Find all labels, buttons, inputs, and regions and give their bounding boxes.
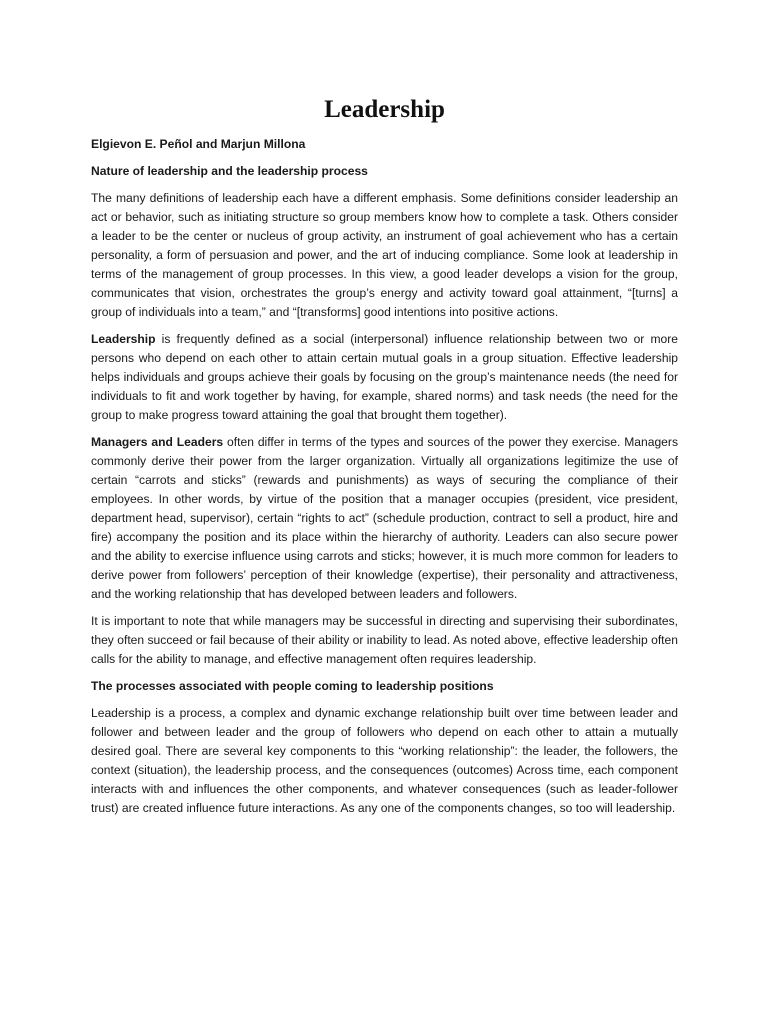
paragraph-lead-term: Leadership [91, 332, 156, 346]
section-heading-processes: The processes associated with people coming to leadership positions [91, 679, 494, 693]
section-heading-nature: Nature of leadership and the leadership process [91, 164, 368, 178]
document-body [91, 92, 678, 826]
paragraph-lead-term: Managers and Leaders [91, 435, 224, 449]
paragraph-leadership-definition [91, 330, 678, 425]
paragraph-importance: It is important to note that while managers may be successful in directing and supervising their subordinates, they often succeed or fail because of their ability or inability to lead. As noted above, effective leadership often calls for the ability to manage, and effective management often requires leadership. [91, 614, 678, 666]
document-title: Leadership [324, 96, 445, 123]
paragraph-definitions: The many definitions of leadership each have a different emphasis. Some definitions consider leadership an act or behavior, such as initiating structure so group members know how to complete a task. Others consider a leader to be the center or nucleus of group activity, an instrument of goal achievement who has a certain personality, a form of persuasion and power, and the art of inducing compliance. Some look at leadership in terms of the management of group processes. In this view, a good leader develops a vision for the group, communicates that vision, orchestrates the group’s energy and activity toward goal attainment, “[turns] a group of individuals into a team,” and “[transforms] good intentions into positive actions. [91, 191, 678, 319]
paragraph-managers-leaders [91, 433, 678, 604]
authors-line: Elgievon E. Peñol and Marjun Millona [91, 137, 306, 151]
paragraph-text: often differ in terms of the types and sources of the power they exercise. Managers commonly derive their power from the larger organization. Virtually all organizations legitimize the use of certain “carrots and sticks” (rewards and punishments) as ways of securing the compliance of their employees. In other words, by virtue of the position that a manager occupies (president, vice president, department head, supervisor), certain “rights to act” (schedule production, contract to sell a product, hire and fire) accompany the position and its place within the hierarchy of authority. Leaders can also secure power and the ability to exercise influence using carrots and sticks; however, it is much more common for leaders to derive power from followers’ perception of their knowledge (expertise), their personality and attractiveness, and the working relationship that has developed between leaders and followers. [91, 435, 678, 601]
paragraph-text: is frequently defined as a social (interpersonal) influence relationship between two or more persons who depend on each other to attain certain mutual goals in a group situation. Effective leadership helps individuals and groups achieve their goals by focusing on the group’s maintenance needs (the need for individuals to fit and work together by having, for example, shared norms) and task needs (the need for the group to make progress toward attaining the goal that brought them together). [91, 332, 678, 422]
paragraph-process: Leadership is a process, a complex and dynamic exchange relationship built over time between leader and follower and between leader and the group of followers who depend on each other to attain a mutually desired goal. There are several key components to this “working relationship”: the leader, the followers, the context (situation), the leadership process, and the consequences (outcomes) Across time, each component interacts with and influences the other components, and whatever consequences (such as leader-follower trust) are created influence future interactions. As any one of the components changes, so too will leadership. [91, 706, 678, 815]
